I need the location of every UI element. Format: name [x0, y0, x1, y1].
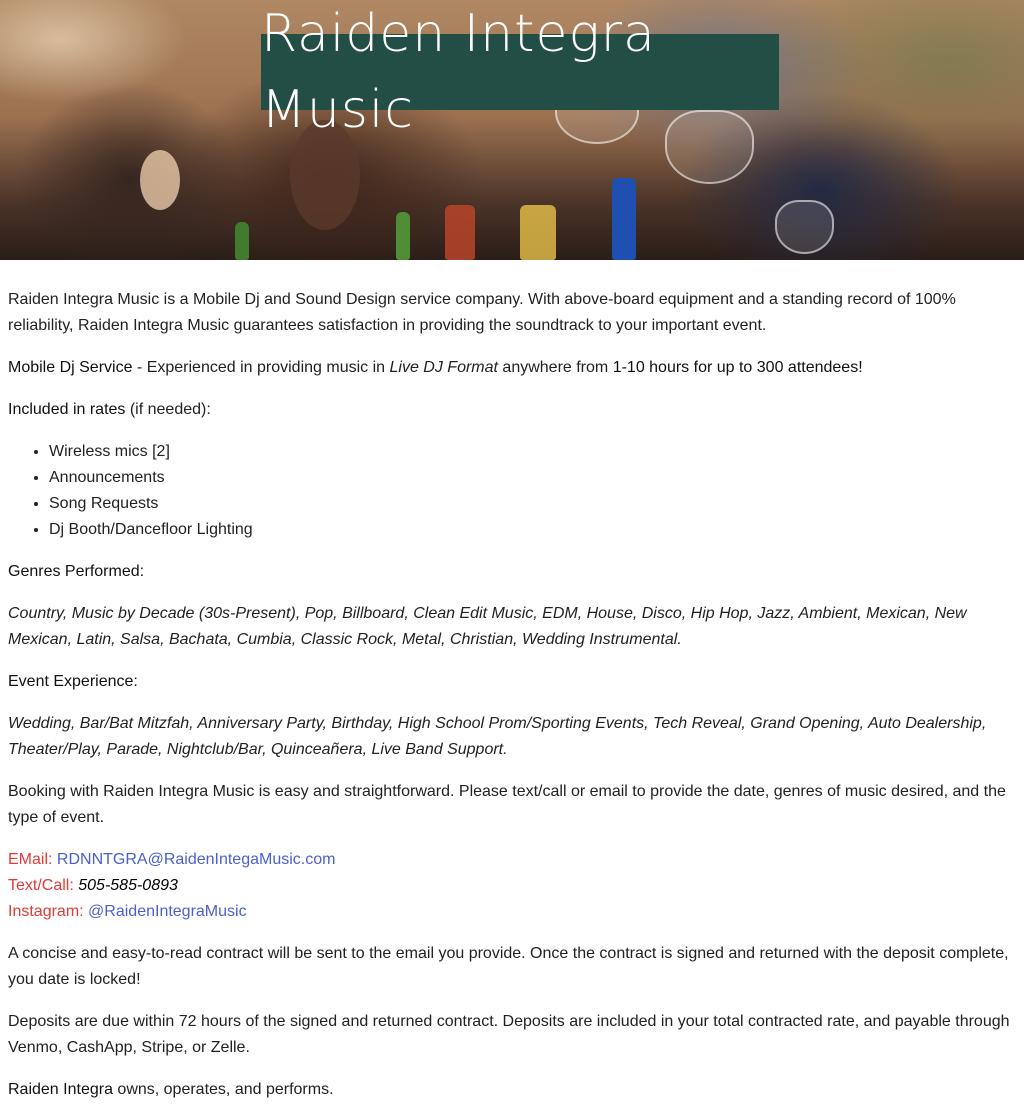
email-line — [8, 847, 1016, 873]
experience-heading: Event Experience: — [8, 673, 138, 690]
contact-block — [8, 847, 1016, 925]
service-format: Live DJ Format — [389, 359, 498, 376]
list-item: • Wireless mics [2] — [49, 439, 1016, 465]
service-highlight: 1-10 hours for up to 300 attendees! — [612, 359, 863, 376]
phone-number: 505-585-0893 — [78, 877, 178, 894]
service-desc-mid: anywhere from — [497, 359, 613, 376]
site-title: Raiden Integra Music — [261, 4, 656, 140]
contract-paragraph: A concise and easy-to-read contract will be sent to the email you provide. Once the contract is signed and returned with the deposit complete, you date is locked! — [8, 945, 1009, 988]
list-item: • Song Requests — [49, 491, 1016, 517]
email-label: EMail: — [8, 851, 53, 868]
service-paragraph — [8, 355, 1016, 381]
phone-label: Text/Call: — [8, 877, 74, 894]
experience-text: Wedding, Bar/Bat Mitzfah, Anniversary Party, Birthday, High School Prom/Sporting Events, Tech Reveal, Grand Opening, Auto Dealership, Theater/Play, Parade, Nightclub/Bar, Quinceañera, Live Band Support. — [8, 715, 987, 758]
genres-text: Country, Music by Decade (30s-Present), Pop, Billboard, Clean Edit Music, EDM, House, Disco, Hip Hop, Jazz, Ambient, Mexican, New Mexican, Latin, Salsa, Bachata, Cumbia, Classic Rock, Metal, Christian, Wedding Instrumental. — [8, 605, 967, 648]
genres-heading: Genres Performed: — [8, 563, 145, 580]
booking-paragraph: Booking with Raiden Integra Music is easy and straightforward. Please text/call or email to provide the date, genres of music desired, and the type of event. — [8, 783, 1006, 826]
owner-name: Raiden Integra — [8, 1081, 113, 1098]
included-list — [8, 439, 1016, 543]
instagram-label: Instagram: — [8, 903, 84, 920]
phone-line — [8, 873, 1016, 899]
included-heading-line — [8, 397, 1016, 423]
instagram-line — [8, 899, 1016, 925]
main-content — [0, 260, 1024, 1103]
intro-paragraph: Raiden Integra Music is a Mobile Dj and Sound Design service company. With above-board equipment and a standing record of 100% reliability, Raiden Integra Music guarantees satisfaction in providing the soundtrack to your important event. — [8, 291, 956, 334]
service-name: Mobile Dj Service — [8, 359, 133, 376]
hero-banner-image — [0, 0, 1024, 260]
included-note: (if needed): — [125, 401, 211, 418]
site-title-banner — [261, 4, 779, 140]
included-heading: Included in rates — [8, 401, 126, 418]
owner-text: owns, operates, and performs. — [112, 1081, 334, 1098]
email-link[interactable]: RDNNTGRA@RaidenIntegaMusic.com — [56, 851, 336, 868]
list-item: • Dj Booth/Dancefloor Lighting — [49, 517, 1016, 543]
list-item: • Announcements — [49, 465, 1016, 491]
owner-paragraph — [8, 1077, 1016, 1103]
instagram-link[interactable]: @RaidenIntegraMusic — [88, 903, 247, 920]
deposits-paragraph: Deposits are due within 72 hours of the signed and returned contract. Deposits are included in your total contracted rate, and payable through Venmo, CashApp, Stripe, or Zelle. — [8, 1013, 1010, 1056]
service-desc-prefix: - Experienced in providing music in — [132, 359, 390, 376]
